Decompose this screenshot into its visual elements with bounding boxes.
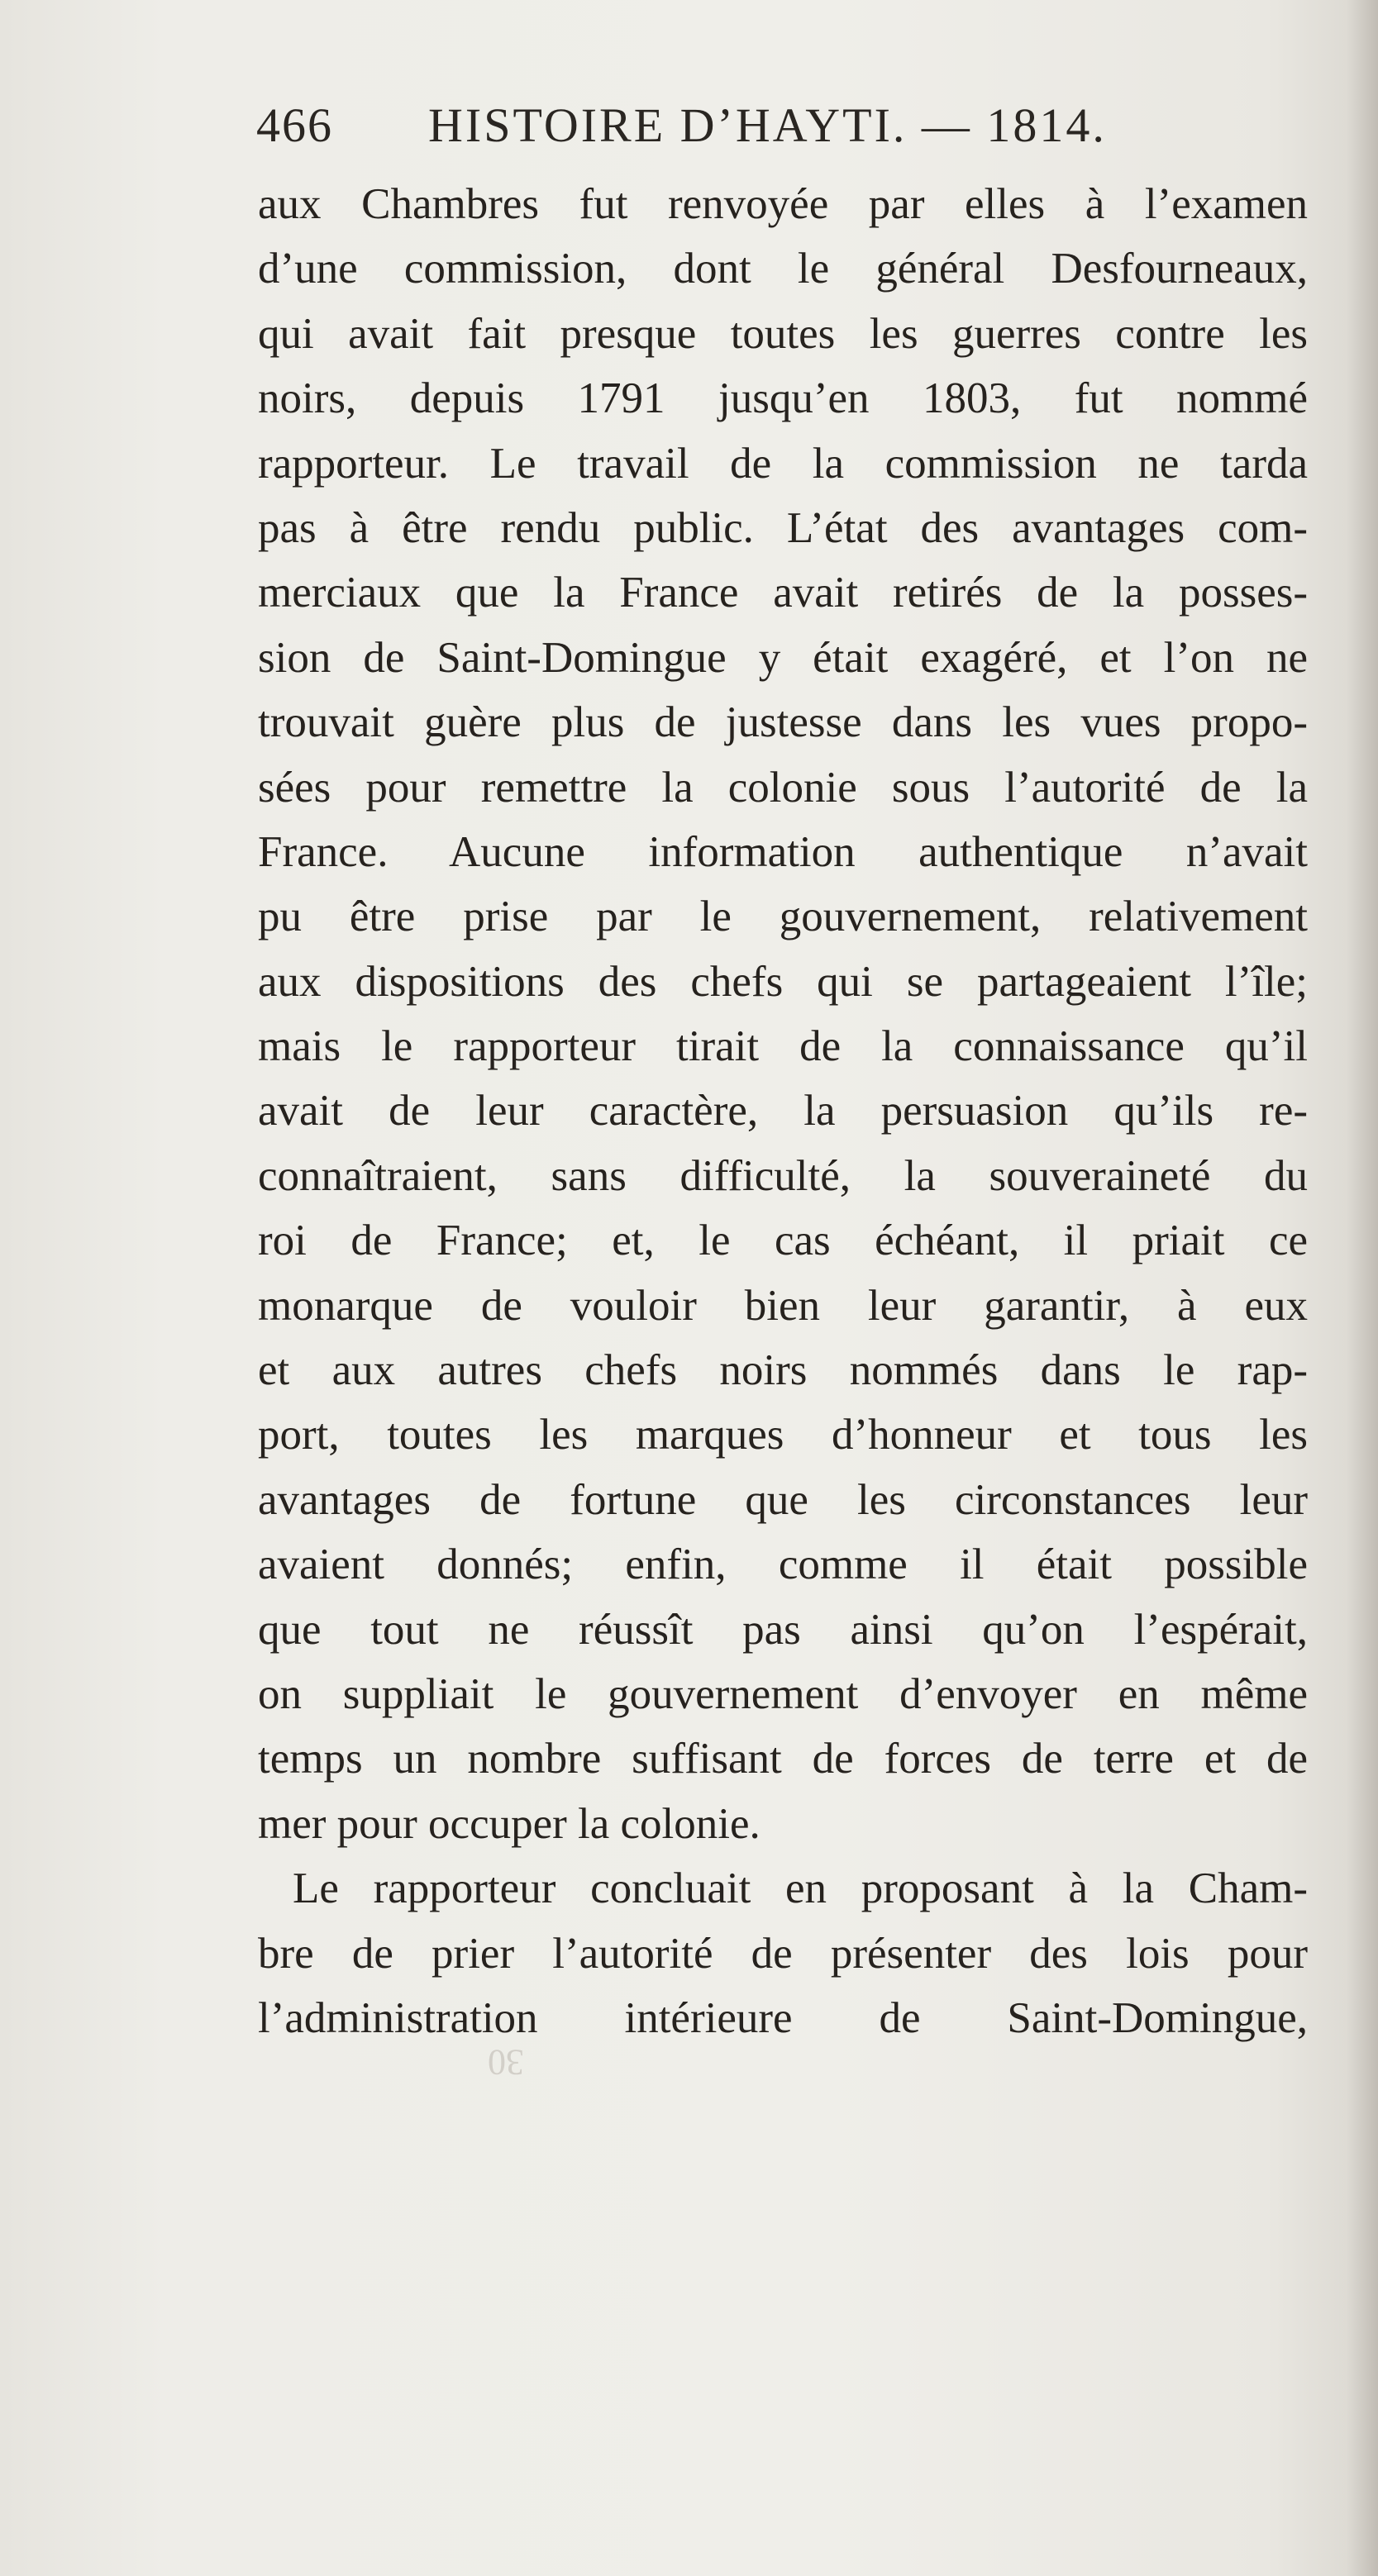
text-line: qui avait fait presque toutes les guerres contre les [258, 309, 1308, 358]
text-line: aux Chambres fut renvoyée par elles à l’examen [258, 180, 1308, 228]
paragraph-2 [258, 1856, 1308, 2050]
running-header [256, 98, 1157, 157]
text-line: noirs, depuis 1791 jusqu’en 1803, fut nommé [258, 374, 1308, 423]
paragraph-1 [258, 172, 1308, 1856]
text-line: l’administration intérieure de Saint-Domingue, [258, 1993, 1308, 2042]
text-line: merciaux que la France avait retirés de la posses- [258, 569, 1308, 617]
running-title: HISTOIRE D’HAYTI. — 1814. [428, 98, 1107, 152]
text-line: avaient donnés; enfin, comme il était possible [258, 1540, 1308, 1589]
text-line: rapporteur. Le travail de la commission ne tarda [258, 439, 1308, 488]
page-number: 466 [256, 98, 333, 152]
text-line: aux dispositions des chefs qui se partageaient l’île; [258, 957, 1308, 1006]
text-line: monarque de vouloir bien leur garantir, à eux [258, 1281, 1308, 1330]
text-line: temps un nombre suffisant de forces de terre et de [258, 1735, 1308, 1783]
text-line: avantages de fortune que les circonstances leur [258, 1475, 1308, 1524]
text-line: France. Aucune information authentique n’avait [258, 827, 1308, 876]
text-line: pu être prise par le gouvernement, relativement [258, 893, 1308, 941]
text-line: port, toutes les marques d’honneur et tous les [258, 1411, 1308, 1459]
text-line: sion de Saint-Domingue y était exagéré, et l’on ne [258, 633, 1308, 682]
text-line: d’une commission, dont le général Desfourneaux, [258, 245, 1308, 293]
text-line: Le rapporteur concluait en proposant à la Cham- [293, 1864, 1308, 1913]
body-text [258, 172, 1308, 2050]
text-line: bre de prier l’autorité de présenter des lois pour [258, 1929, 1308, 1978]
text-line: sées pour remettre la colonie sous l’autorité de la [258, 763, 1308, 812]
text-line: et aux autres chefs noirs nommés dans le rap- [258, 1346, 1308, 1395]
text-line: mer pour occuper la colonie. [258, 1799, 761, 1848]
text-line: on suppliait le gouvernement d’envoyer en même [258, 1669, 1308, 1718]
text-line: que tout ne réussît pas ainsi qu’on l’espérait, [258, 1605, 1308, 1654]
text-line: pas à être rendu public. L’état des avantages com- [258, 503, 1308, 552]
text-line: avait de leur caractère, la persuasion qu’ils re- [258, 1087, 1308, 1136]
bleed-through-mark: 30 [488, 2042, 524, 2083]
page-edge-shadow [1347, 0, 1378, 2576]
text-line: mais le rapporteur tirait de la connaissance qu’il [258, 1022, 1308, 1071]
text-line: trouvait guère plus de justesse dans les vues propo- [258, 698, 1308, 747]
text-line: roi de France; et, le cas échéant, il priait ce [258, 1217, 1308, 1265]
text-line: connaîtraient, sans difficulté, la souveraineté du [258, 1151, 1308, 1200]
